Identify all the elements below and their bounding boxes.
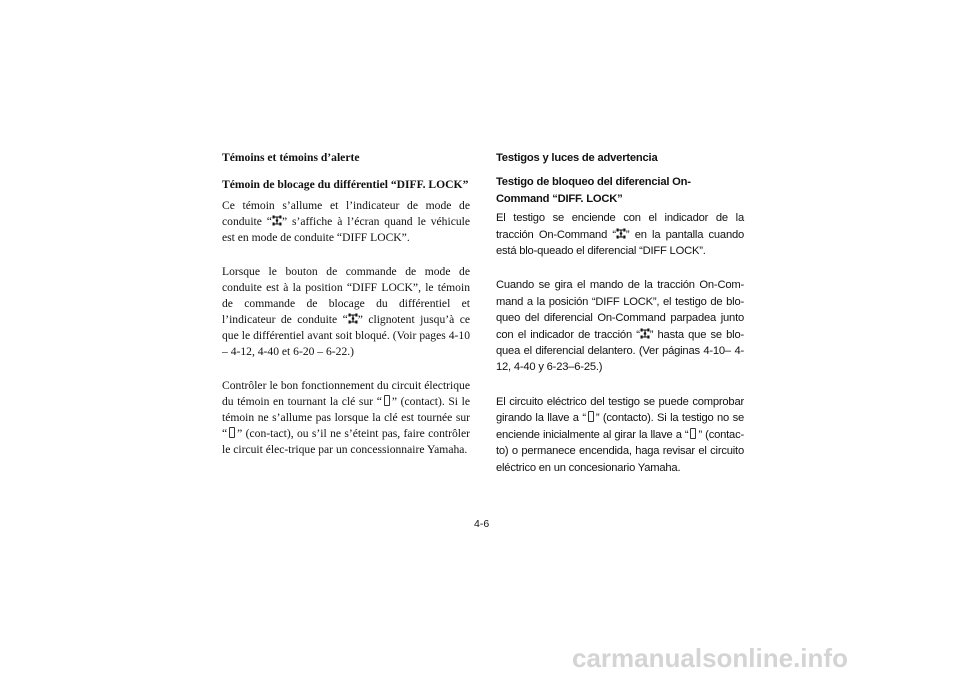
es-p1-text-a: El testigo se enciende con el indicador de la tracción On-Command “: [496, 212, 744, 241]
es-subsection-title: Testigo de bloqueo del diferencial On-Command “DIFF. LOCK”: [496, 176, 691, 205]
es-p2-text-a: Cuando se gira el mando de la tracción On-Com-mand a la posición “DIFF LOCK”, el testigo de blo-queo del diferencial On-Command parpadea junto con el indicador de tracción “: [496, 279, 744, 341]
es-paragraph-3: [496, 394, 744, 476]
es-p3-text-a: El circuito eléctrico del testigo se puede comprobar girando la llave a “: [496, 395, 744, 425]
watermark: carmanualsonline.info: [572, 643, 848, 673]
es-p3-text-b: ” (contacto). Si la testigo no se enciende inicialmente al girar la llave a “: [496, 412, 744, 441]
fr-p1-text-a: Ce témoin s’allume et l’indicateur de mode de conduite “: [222, 199, 470, 228]
four-wheel-diff-lock-icon: [272, 215, 282, 226]
es-p3-text-c: ” (contac-to) o permanece encendida, haga revisar el circuito eléctrico en un concesionario Yamaha.: [496, 428, 744, 474]
four-wheel-diff-lock-icon: [616, 228, 626, 239]
fr-paragraph-1: [222, 198, 470, 246]
four-wheel-diff-lock-icon: [348, 313, 358, 324]
fr-p3-text-c: ” (con-tact), ou s’il ne s’éteint pas, faire contrôler le circuit élec-trique par un concessionnaire Yamaha.: [222, 427, 470, 456]
french-column: [222, 150, 470, 476]
fr-p2-text-b: ” clignotent jusqu’à ce que le différentiel avant soit bloqué. (Voir pages 4-10 – 4-12, 4-40 et 6-20 – 6-22.): [222, 313, 470, 358]
fr-paragraph-2: [222, 264, 470, 360]
fr-p2-text-a: Lorsque le bouton de commande de mode de conduite est à la position “DIFF LOCK”, le témoin de commande de blocage du différentiel et l’indicateur de conduite “: [222, 265, 470, 326]
fr-p3-text-a: Contrôler le bon fonctionnement du circuit électrique du témoin en tournant la clé sur “: [222, 379, 470, 408]
key-on-position-icon: [384, 395, 390, 406]
es-p1-text-b: ” en la pantalla cuando está blo-queado el diferencial “DIFF LOCK”.: [496, 228, 745, 258]
fr-paragraph-3: [222, 378, 470, 458]
page-number: 4-6: [474, 518, 490, 530]
fr-p1-text-b: ” s’affiche à l’écran quand le véhicule est en mode de conduite “DIFF LOCK”.: [222, 215, 471, 244]
spanish-column: [496, 150, 744, 494]
key-on-position-icon: [588, 411, 594, 422]
es-section-title: Testigos y luces de advertencia: [496, 152, 658, 164]
es-p2-text-b: ” hasta que se blo-quea el diferencial delantero. (Ver páginas 4-10– 4-12, 4-40 y 6-23–6-25.): [496, 328, 744, 374]
key-on-position-icon: [690, 428, 696, 439]
fr-section-title: Témoins et témoins d’alerte: [222, 151, 360, 164]
fr-p3-text-b: ” (contact). Si le témoin ne s’allume pas lorsque la clé est tournée sur “: [222, 395, 470, 440]
fr-subsection-title: Témoin de blocage du différentiel “DIFF. LOCK”: [222, 178, 469, 191]
es-paragraph-2: [496, 277, 744, 375]
es-paragraph-1: [496, 210, 744, 259]
four-wheel-diff-lock-icon: [640, 328, 650, 339]
key-on-position-icon: [229, 427, 235, 438]
